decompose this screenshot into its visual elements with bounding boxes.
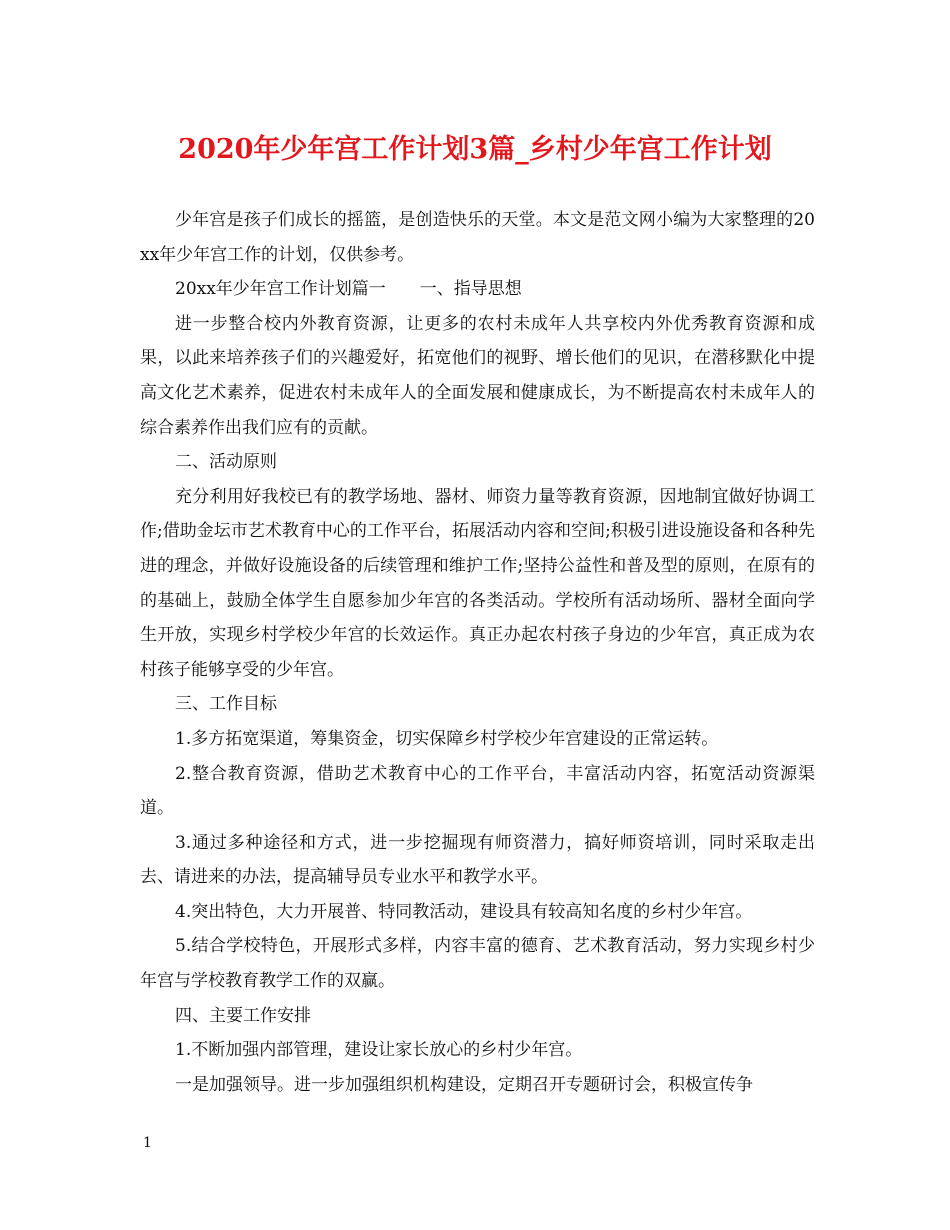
goal-item-4: 4.突出特色，大力开展普、特同教活动，建设具有较高知名度的乡村少年宫。 xyxy=(175,901,753,922)
arrangement-item-1: 1.不断加强内部管理，建设让家长放心的乡村少年宫。 xyxy=(175,1040,583,1061)
section-heading-goals: 三、工作目标 xyxy=(175,694,277,715)
paragraph-leadership: 一是加强领导。进一步加强组织机构建设，定期召开专题研讨会，积极宣传争 xyxy=(175,1074,753,1095)
paragraph-plan-heading: 20xx年少年宫工作计划篇一 一、指导思想 xyxy=(175,279,522,300)
paragraph-principles: 充分利用好我校已有的教学场地、器材、师资力量等教育资源，因地制宜做好协调工作;借助金坛市艺术教育中心的工作平台，拓展活动内容和空间;积极引进设施设备和各种先进的理念，并做好设施设备的后续管理和维护工作;坚持公益性和普及型的原则，在原有的的基础上，鼓励全体学生自愿参加少年宫的各类活动。学校所有活动场所、器材全面向学生开放，实现乡村学校少年宫的长效运作。真正办起农村孩子身边的少年宫，真正成为农村孩子能够享受的少年宫。 xyxy=(140,486,815,680)
paragraph-guiding-thought: 进一步整合校内外教育资源，让更多的农村未成年人共享校内外优秀教育资源和成果，以此来培养孩子们的兴趣爱好，拓宽他们的视野、增长他们的见识，在潜移默化中提高文化艺术素养，促进农村未成年人的全面发展和健康成长，为不断提高农村未成年人的综合素养作出我们应有的贡献。 xyxy=(140,313,815,438)
section-heading-principles: 二、活动原则 xyxy=(175,452,277,473)
goal-item-5: 5.结合学校特色，开展形式多样，内容丰富的德育、艺术教育活动，努力实现乡村少年宫与学校教育教学工作的双赢。 xyxy=(140,936,815,992)
page-number: 1 xyxy=(143,1135,152,1151)
document-title: 2020年少年宫工作计划3篇_乡村少年宫工作计划 xyxy=(178,134,772,165)
section-heading-arrangements: 四、主要工作安排 xyxy=(175,1005,311,1026)
document-body xyxy=(140,203,815,1102)
goal-item-2: 2.整合教育资源，借助艺术教育中心的工作平台，丰富活动内容，拓宽活动资源渠道。 xyxy=(140,763,815,819)
goal-item-1: 1.多方拓宽渠道，筹集资金，切实保障乡村学校少年宫建设的正常运转。 xyxy=(175,728,719,749)
goal-item-3: 3.通过多种途径和方式，进一步挖掘现有师资潜力，搞好师资培训，同时采取走出去、请进来的办法，提高辅导员专业水平和教学水平。 xyxy=(140,832,815,888)
paragraph-intro: 少年宫是孩子们成长的摇篮，是创造快乐的天堂。本文是范文网小编为大家整理的20xx年少年宫工作的计划，仅供参考。 xyxy=(140,210,815,265)
